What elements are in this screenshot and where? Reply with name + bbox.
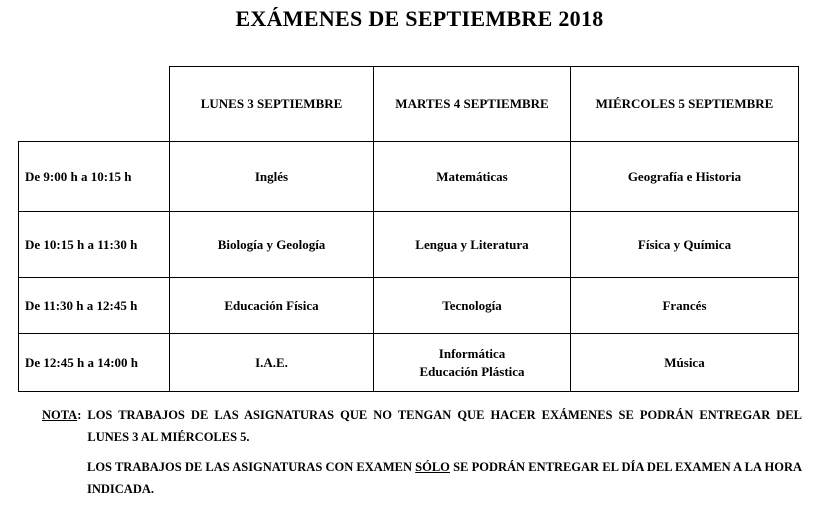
note-line-2 <box>42 456 802 500</box>
day-header-tuesday: MARTES 4 SEPTIEMBRE <box>374 67 571 142</box>
table-row <box>19 142 799 212</box>
time-slot-cell: De 10:15 h a 11:30 h <box>19 212 170 278</box>
exam-cell: Matemáticas <box>374 142 571 212</box>
time-slot-cell: De 12:45 h a 14:00 h <box>19 334 170 392</box>
exam-cell: Música <box>571 334 799 392</box>
exam-cell: I.A.E. <box>170 334 374 392</box>
empty-corner-cell <box>19 67 170 142</box>
exam-cell: Física y Química <box>571 212 799 278</box>
note-label: NOTA <box>42 408 78 422</box>
table-row <box>19 334 799 392</box>
exam-cell: Tecnología <box>374 278 571 334</box>
time-slot-cell: De 9:00 h a 10:15 h <box>19 142 170 212</box>
exam-schedule-table <box>18 66 799 392</box>
note-emphasis: SÓLO <box>415 460 450 474</box>
exam-subject-line: Informática <box>438 345 506 361</box>
note-line-1 <box>42 404 802 448</box>
day-header-wednesday: MIÉRCOLES 5 SEPTIEMBRE <box>571 67 799 142</box>
note-text-2-before: LOS TRABAJOS DE LAS ASIGNATURAS CON EXAMEN <box>87 460 416 474</box>
note-colon: : <box>77 408 82 422</box>
exam-cell: Geografía e Historia <box>571 142 799 212</box>
exam-cell: Lengua y Literatura <box>374 212 571 278</box>
note-text-1: LOS TRABAJOS DE LAS ASIGNATURAS QUE NO TENGAN QUE HACER EXÁMENES SE PODRÁN ENTREGAR DEL LUNES 3 AL MIÉRCOLES 5. <box>87 408 802 444</box>
time-slot-cell: De 11:30 h a 12:45 h <box>19 278 170 334</box>
day-header-monday: LUNES 3 SEPTIEMBRE <box>170 67 374 142</box>
exam-cell: Inglés <box>170 142 374 212</box>
page-title: EXÁMENES DE SEPTIEMBRE 2018 <box>235 6 604 31</box>
exam-cell: Educación Física <box>170 278 374 334</box>
exam-subject-line: Educación Plástica <box>419 363 525 379</box>
notes-section <box>42 404 802 500</box>
note-text-2-after: SE PODRÁN ENTREGAR EL DÍA DEL EXAMEN A LA HORA INDICADA. <box>87 460 802 496</box>
table-row <box>19 212 799 278</box>
exam-cell: Biología y Geología <box>170 212 374 278</box>
exam-cell <box>374 334 571 392</box>
table-row <box>19 278 799 334</box>
table-header-row <box>19 67 799 142</box>
exam-cell: Francés <box>571 278 799 334</box>
